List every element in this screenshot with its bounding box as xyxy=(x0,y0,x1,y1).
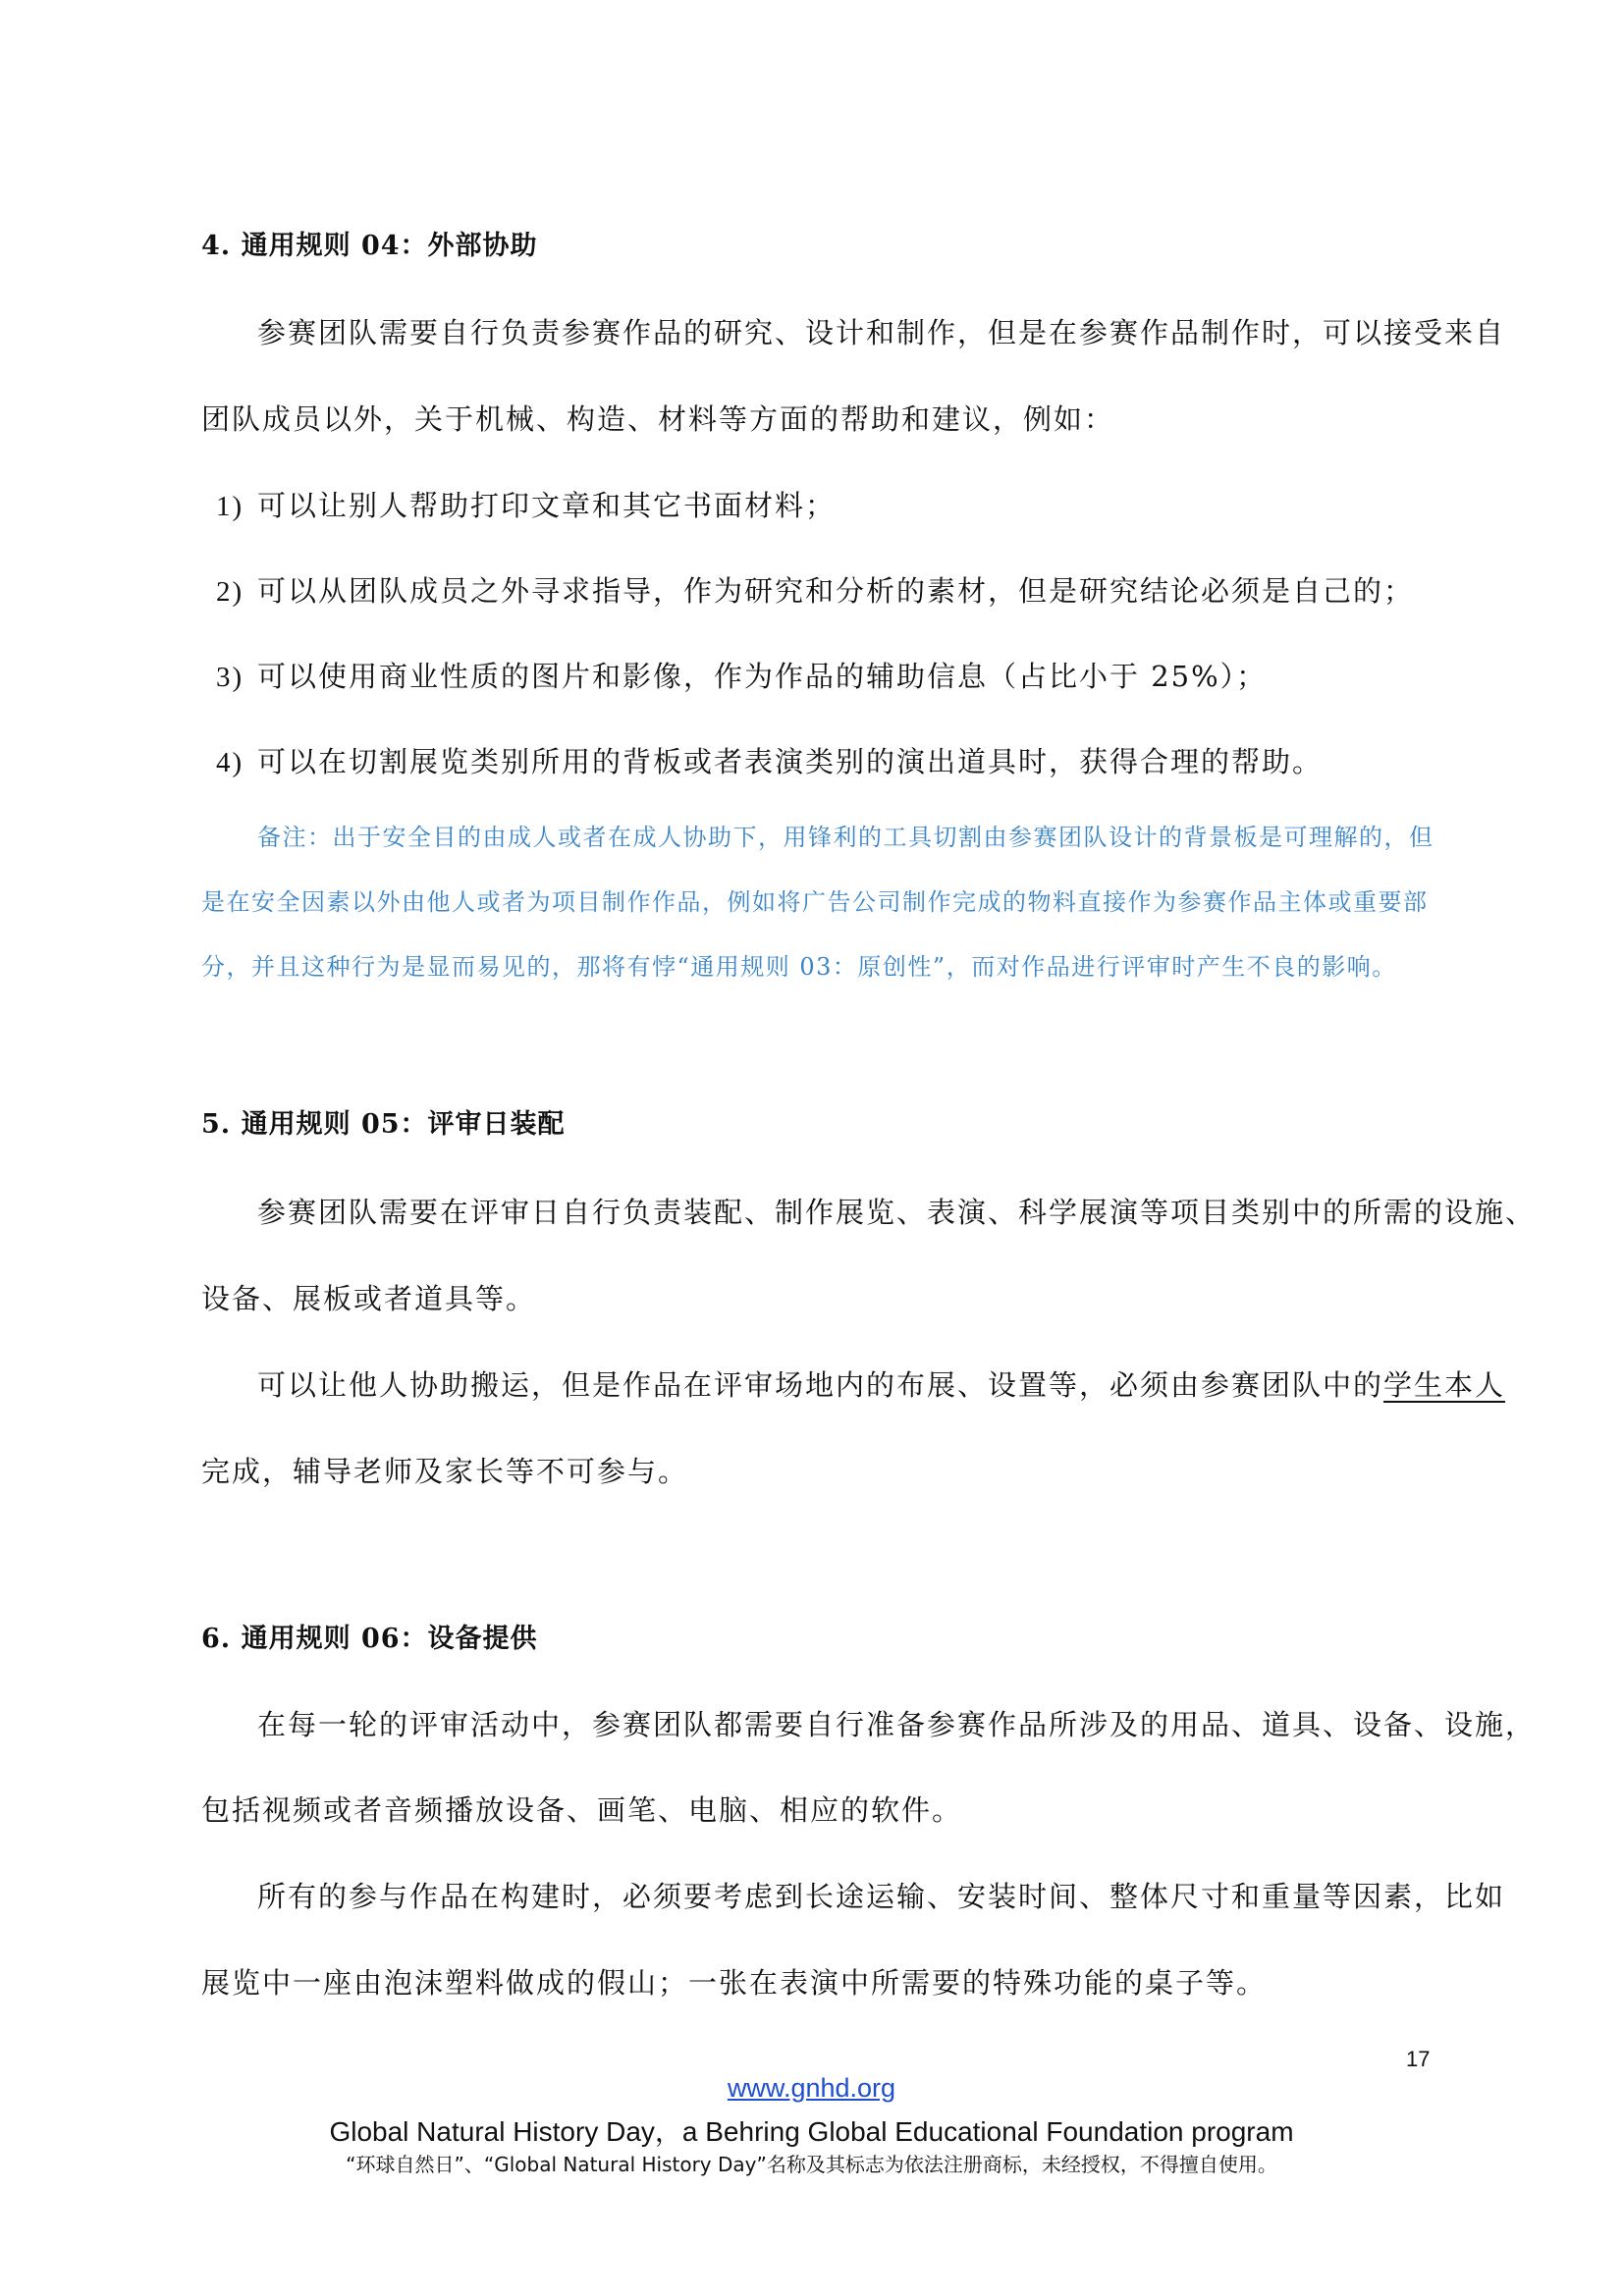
section-6-paragraph-1-line-2: 包括视频或者音频播放设备、画笔、电脑、相应的软件。 xyxy=(201,1793,963,1827)
section-5-paragraph-1-line-1: 参赛团队需要在评审日自行负责装配、制作展览、表演、科学展演等项目类别中的所需的设施、 xyxy=(257,1196,1537,1229)
list-item-number: 1) xyxy=(216,491,244,522)
list-item-number: 3) xyxy=(216,662,244,693)
website-link[interactable]: www.gnhd.org xyxy=(727,2073,896,2103)
section-5-paragraph-2-line-1 xyxy=(257,1363,1506,1404)
list-item xyxy=(216,569,1414,610)
section-6-paragraph-2-line-1: 所有的参与作品在构建时，必须要考虑到长途运输、安装时间、整体尺寸和重量等因素，比如 xyxy=(257,1880,1506,1913)
list-item-text: 可以在切割展览类别所用的背板或者表演类别的演出道具时，获得合理的帮助。 xyxy=(257,745,1324,778)
section-4-heading: 4. 通用规则 04：外部协助 xyxy=(201,231,538,261)
section-4-note-line-2: 是在安全因素以外由他人或者为项目制作作品，例如将广告公司制作完成的物料直接作为参赛作品主体或重要部 xyxy=(201,888,1429,916)
section-4-note-line-3: 分，并且这种行为是显而易见的，那将有悖“通用规则 03：原创性”，而对作品进行评审时产生不良的影响。 xyxy=(201,953,1397,981)
section-4-note-line-1: 备注：出于安全目的由成人或者在成人协助下，用锋利的工具切割由参赛团队设计的背景板是可理解的，但 xyxy=(257,824,1434,851)
trademark-notice: “环球自然日”、“Global Natural History Day”名称及其标志为依法注册商标，未经授权，不得擅自使用。 xyxy=(346,2153,1277,2176)
section-4-paragraph-line-1: 参赛团队需要自行负责参赛作品的研究、设计和制作，但是在参赛作品制作时，可以接受来自 xyxy=(257,316,1506,349)
page-number: 17 xyxy=(1406,2047,1431,2071)
section-5-paragraph-2-text: 可以让他人协助搬运，但是作品在评审场地内的布展、设置等，必须由参赛团队中的 xyxy=(257,1368,1384,1402)
section-5-paragraph-1-line-2: 设备、展板或者道具等。 xyxy=(201,1282,537,1315)
emphasis-underlined-text: 学生本人 xyxy=(1383,1368,1506,1402)
list-item-text: 可以从团队成员之外寻求指导，作为研究和分析的素材，但是研究结论必须是自己的； xyxy=(257,574,1415,608)
section-6-heading: 6. 通用规则 06：设备提供 xyxy=(201,1624,538,1654)
section-5-heading: 5. 通用规则 05：评审日装配 xyxy=(201,1109,566,1140)
list-item xyxy=(216,484,836,524)
list-item xyxy=(216,740,1323,780)
section-6-paragraph-1-line-1: 在每一轮的评审活动中，参赛团队都需要自行准备参赛作品所涉及的用品、道具、设备、设施， xyxy=(257,1708,1537,1741)
list-item-text: 可以让别人帮助打印文章和其它书面材料； xyxy=(257,489,837,522)
program-line: Global Natural History Day，a Behring Global Educational Foundation program xyxy=(329,2116,1294,2147)
list-item-number: 4) xyxy=(216,747,244,778)
section-6-paragraph-2-line-2: 展览中一座由泡沫塑料做成的假山；一张在表演中所需要的特殊功能的桌子等。 xyxy=(201,1966,1268,2000)
list-item-text: 可以使用商业性质的图片和影像，作为作品的辅助信息（占比小于 25%）； xyxy=(257,660,1268,693)
list-item xyxy=(216,655,1267,695)
list-item-number: 2) xyxy=(216,576,244,608)
section-4-paragraph-line-2: 团队成员以外，关于机械、构造、材料等方面的帮助和建议，例如： xyxy=(201,402,1115,436)
section-5-paragraph-2-line-2: 完成，辅导老师及家长等不可参与。 xyxy=(201,1455,689,1488)
